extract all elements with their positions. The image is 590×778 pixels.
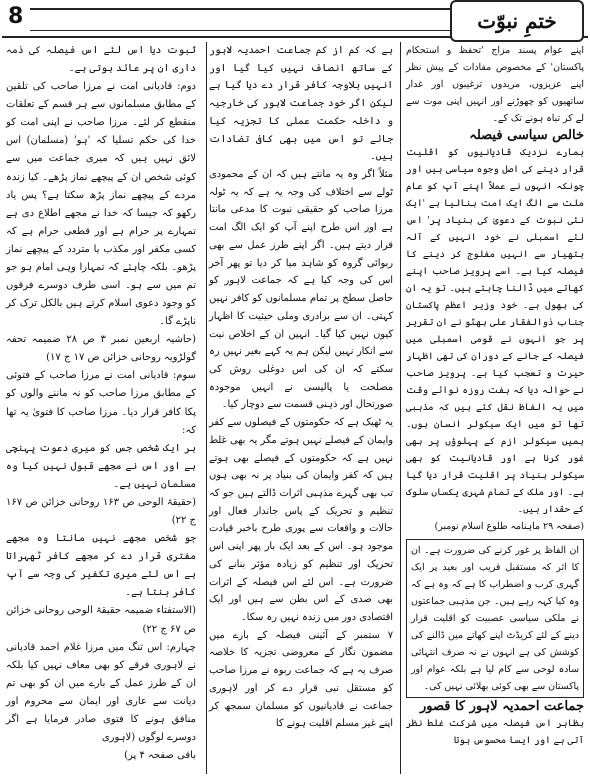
citation: (حقیقۃ الوحی ص ۱۶۳ روحانی خزائن ص ۱۶۷ ج ۲۲) xyxy=(6,496,197,527)
paragraph: بظاہر اس فیصلہ میں شرکت غلط نظر آتی ہے اور ایسا محسوس ہوتا xyxy=(406,718,584,746)
column-divider xyxy=(206,42,207,774)
section-heading: خالص سیاسی فیصلہ xyxy=(469,128,584,143)
quotation: ہر ایک شخص جس کو میری دعوت پہنچی ہے اور اس نے مجھے قبول نہیں کیا وہ مسلمان نہیں ہے۔ xyxy=(6,442,196,490)
paragraph: ہے کہ کم از کم جماعت احمدیہ لاہور کے ساتھ انصاف نہیں کیا گیا اور انہیں بلاوجہ کافر قرار دے دیا گیا ہے لیکن اگر خود جماعت لاہور کی خارجیہ و داخلہ حکمت عملی کا تجزیہ کیا جائے تو اس میں بھی کافی تضادات ہیں۔ xyxy=(209,45,393,163)
page-number: 8 xyxy=(8,4,24,29)
continuation-note: باقی صفحہ ۴ پر) xyxy=(124,750,196,762)
column-divider xyxy=(400,42,401,774)
paragraph: یہ ٹھیک ہے کہ حکومتوں کے فیصلوں سے کفر وایمان کے فیصلے نہیں ہوتے مگر یہ بھی غلط نہیں ہے کہ حکومتوں کے فیصلے بھی ہوتے ہیں کہ کفر وایمان کی بنیاد پر نہ بھی ہوں تب بھی گہرے مذہبی اثرات ڈالتے ہیں جو کہ تنظیم و تحریک کے پاس جاندار فعال اور حالات و واقعات سے پوری طرح باخبر قیادت موجود ہو۔ اس کے بعد ایک بار پھر اپنی اس تحریک اور تنظیم کو زیادہ مؤثر بنانے کی ضرورت ہے۔ اس لئے اس فیصلہ کے اثرات بھی صدی کے اس بطن سے ہیں اور ایک اقتصادی دور میں زندہ نہیں رہ سکا۔ xyxy=(209,417,393,623)
citation: (الاستفتاء ضمیمہ حقیقۃ الوحی روحانی خزائن ص ۶۷ ج ۲۲) xyxy=(6,605,196,635)
paragraph: مثلاً اگر وہ یہ مانتے ہیں کہ ان کے محمودی ٹولے سے اختلاف کی وجہ یہ ہے کہ یہ ٹولہ مرزا صاحب کو حقیقی نبوت کا مدعی مانتا ہے اور اس طرح اپنے آپ کو ایک الگ امت قرار دیتے ہیں۔ اگر اپنے طرز عمل سے بھی ربوائی گروہ کو شاہد میا کر دیا تو پھر آخر اس کی وجہ کیا ہے کہ جماعت لاہور کو حاصل سطح پر تمام مسلمانوں کو کافر نہیں کہتی۔ ان سے برادری وملی حیثیت کا اظہار کیوں نہیں کیا گیا۔ انہیں ان کے اخلاص نیت سے انکار نہیں لیکن ہم یہ کہے بغیر نہیں رہ سکتے کہ ان کی اس دوغلی روش کی مصلحت یا پالیسی نے انہیں موجودہ صورتحال اور ذہنی قسمت سے دوچار کیا۔ xyxy=(209,169,393,411)
paragraph: سوم: قادیانی امت نے مرزا صاحب کے فتوئی کے مطابق مرزا صاحب کو نہ ماننے والوں کو پکا کافر قرار دیا۔ مرزا صاحب کا فتویٰ یہ تھا کہ: xyxy=(6,370,196,436)
header-rule xyxy=(30,8,450,10)
header-rule-lower xyxy=(30,30,450,31)
column-middle xyxy=(209,42,393,778)
paragraph: ثبوت دیا اس لئے اس فیصلہ کی ذمہ داری ان پر عائد ہوتی ہے۔ xyxy=(6,45,196,75)
quotation: جو شخص مجھے نہیں مانتا وہ مجھے مفتری قرار دے کر مجھے کافر ٹھہراتا ہے اس لئے میری تکفیر کی وجہ سے آپ کافر بنتا ہے۔ xyxy=(6,533,196,599)
citation: (حاشیہ اربعین نمبر ۳ ص ۲۸ ضمیمہ تحفہ گولڑویہ روحانی خزائن ص ۱۷ ج ۱۷) xyxy=(6,334,197,364)
paragraph: ہمارے نزدیک قادیانیوں کو اقلیت قرار دینے کی اصل وجوہ سیاسی ہیں اور چونکہ انہوں نے عملاً اپنے آپ کو عام ملت سے الگ ایک امت بنالیا ہے 'ایک نئی نبوت کے دعویٰ کی بنیاد پر' اس لئے اسمبلی نے خود انہیں کے آلہ ہتھیار سے انہیں مفلوج کر دینے کا فیصلہ کیا ہے۔ اسے پرویز صاحب اپنے کھاتے میں ڈالنا چاہتے ہیں۔ تو یہ ان کی بھول ہے۔ خود وزیر اعظم پاکستان جناب ذوالفقار علی بھٹو نے ان تقریر پر جو انہوں نے قومی اسمبلی میں فیصلہ کے جانے کے دوران کی تھی اظہار حیرت و تعجب کیا ہے۔ پرویز صاحب نے حوالہ دیا کہ ہفت روزہ نوائے وقت میں یہ الفاظ نقل کئے ہیں کہ مذہبی تھا تو میں ایک سیکولر انسان ہوں۔ ہمیں سیکولر ازم کے پہلوؤں پر بھی غور کرنا ہے اور قادیانیت کو بھی سیکولر بنیاد پر اقلیت قرار دیا گیا ہے۔ اور ملک کے تمام شہری یکساں سلوک کے حقدار ہیں۔ xyxy=(406,147,584,515)
masthead-logo: ختمِ نبوّت xyxy=(450,0,584,42)
paragraph: ان الفاظ پر غور کرنے کی ضرورت ہے۔ ان کا اثر کہ مستقبل قریب اور بعید پر ایک گہری کرب و اضطراب کا ہے کہ وہ ہے کہ وہ کیا کہہ رہے ہیں۔ جن مذہبی جماعتوں نے ملکی سیاسی عصبیت کو اقلیت قرار دینے کے لئے کریڈٹ اپنے کھاتے میں ڈالنے کی کوشش کی ہے انہوں نے نہ صرف انتہائی سادہ لوحی سے کام لیا ہے بلکہ عوام اور پاکستان سے بھی کوئی بھلائی نہیں کی۔ xyxy=(406,539,584,698)
paragraph: ۷ ستمبر کے آئینی فیصلہ کے بارے میں مضمون نگار کے معروضی تجزیہ کا خلاصہ صرف یہ ہے کہ جماعت ربوہ نے مرزا صاحب کو مستقل نبی قرار دے کر اور لاہوری جماعت نے قادیانیوں کو مسلمان سمجھ کر اپنے غیر مسلم اقلیت ہونے کا xyxy=(209,629,393,730)
section-heading: جماعت احمدیہ لاہور کا قصور xyxy=(419,699,584,714)
citation: (صفحہ ۲۹ ماہنامہ طلوع اسلام نومبر) xyxy=(434,521,584,532)
paragraph: اپنے عوام پسند مزاج 'تحفظ و استحکام پاکستان' کے مخصوص مفادات کے پیش نظر اپنے عزیزوں، مریدوں ترغیبوں اور غدار ساتھیوں کو چھوڑنے اور انہیں اپنی موت سے لے کر تباہ ہونے تک کے۔ xyxy=(406,45,584,124)
paragraph: دوم: قادیانی امت نے مرزا صاحب کی تلقین کے مطابق مسلمانوں سے ہر قسم کے تعلقات منقطع کر لئے۔ مرزا صاحب نے اپنی امت کو خدا کی حکم تسلیا کہ 'ہو' (مسلمان) اس لائق نہیں ہیں کہ میری جماعت میں سے کوئی شخص ان کے پیچھے نماز پڑھے۔ کیا زندہ مردے کے پیچھے نماز پڑھ سکتا ہے؟ پس یاد رکھو کہ جیسا کہ خدا نے مجھے اطلاع دی ہے تمہارے پر حرام ہے اور قطعی حرام ہے کہ کسی مکفر اور مکذب یا متردد کے پیچھے نماز پڑھو۔ بلکہ چاہئے کہ تمہارا وہی امام ہو جو تم میں سے ہو۔ اسی طرف دوسرے فرقوں کو وجود دعوی اسلام کرتے ہیں بالکل ترک کر ناپڑے گا۔ xyxy=(6,81,196,328)
column-right xyxy=(406,42,584,778)
column-left xyxy=(6,42,196,778)
paragraph: چہارم: اس تنگ میں مرزا غلام احمد قادیانی نے لاہوری فرقے کو بھی معاف نہیں کیا بلکہ ان کے طرز عمل کے بارے میں ان کو بھی تم دیانت سے عاری اور ایمان سے محروم اور منافق ہونے کا فتوی صادر فرمایا ہے اگر دوسرے لوگوں (لاہوری xyxy=(6,641,196,743)
